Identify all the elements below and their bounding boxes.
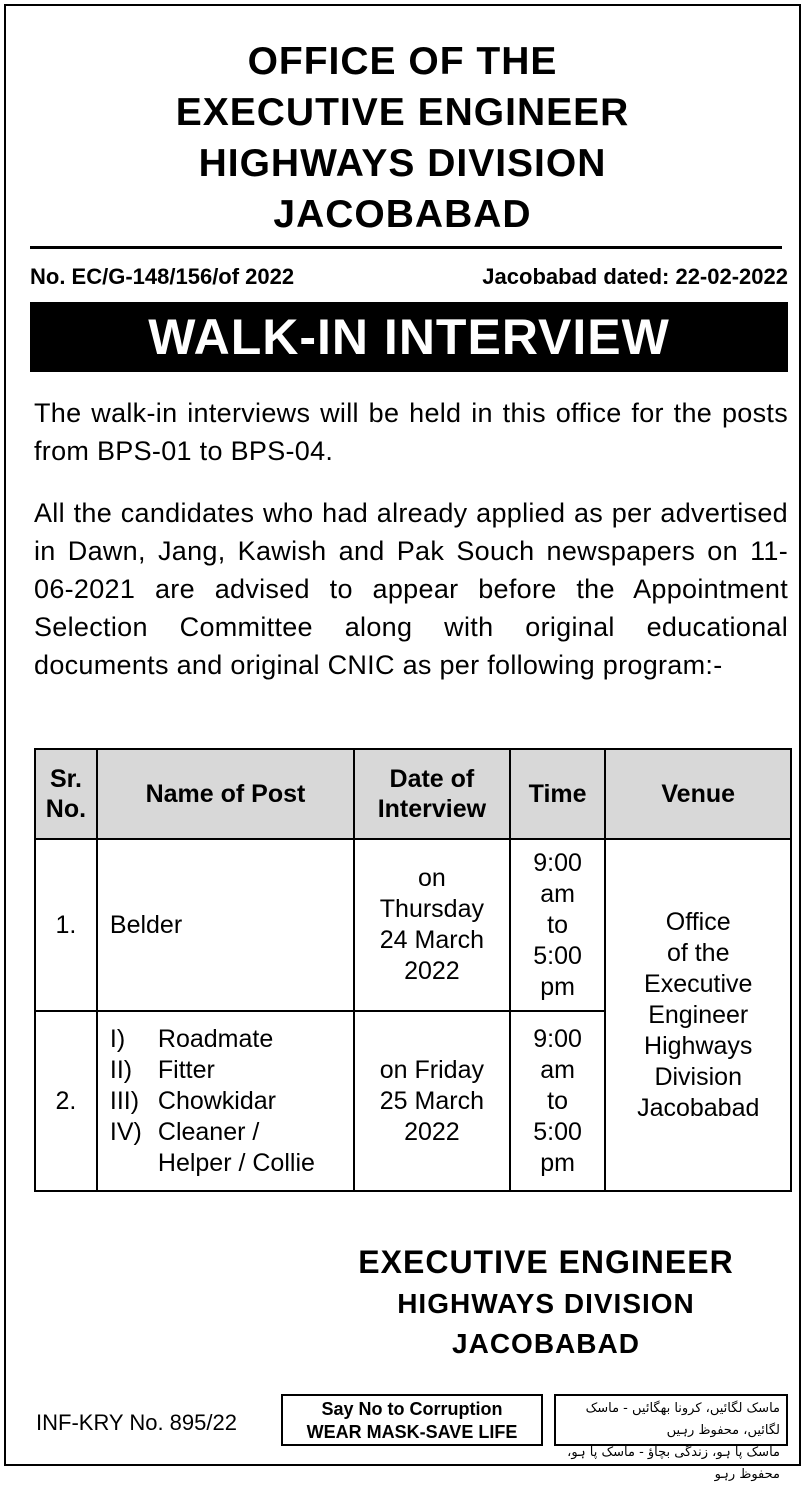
instructions-paragraph: All the candidates who had already applied as per advertised in Dawn, Jang, Kawish and Pak Souch newspapers on 11-06-2021 are advised to appear before the Appointment Selection Committee along with original educational documents and original CNIC as per following program:- xyxy=(34,498,788,680)
list-item: II) Fitter xyxy=(109,1055,215,1084)
urdu-slogan-2: ماسک پا ہو، زندگی بچاؤ - ماسک پا ہو، محفوظ رہو xyxy=(567,1445,780,1482)
office-header xyxy=(6,36,799,240)
reference-date: Jacobabad dated: 22-02-2022 xyxy=(482,264,788,289)
post-list xyxy=(110,1024,315,1179)
header-line-1: OFFICE OF THE xyxy=(247,40,558,83)
table-header-row xyxy=(35,749,791,839)
urdu-slogan-box xyxy=(554,1394,788,1482)
interview-schedule-table xyxy=(34,748,792,1192)
header-date-of-interview: Date of Interview xyxy=(354,749,510,839)
signoff-city: JACOBABAD xyxy=(452,1328,640,1359)
header-sr-no: Sr. No. xyxy=(35,749,97,839)
list-item: Helper / Collie xyxy=(157,1148,315,1177)
row-2-date: on Friday 25 March 2022 xyxy=(354,1011,510,1191)
reference-line xyxy=(30,264,788,290)
footer-ref-number: INF-KRY No. 895/22 xyxy=(36,1410,237,1435)
row-1-date: on Thursday 24 March 2022 xyxy=(354,839,510,1011)
slogan-box xyxy=(281,1394,543,1446)
signoff-title: EXECUTIVE ENGINEER xyxy=(358,1244,734,1280)
row-2-posts xyxy=(97,1011,354,1191)
row-2-time: 9:00 am to 5:00 pm xyxy=(510,1011,606,1191)
row-1-post: Belder xyxy=(97,839,354,1011)
advertisement-page xyxy=(4,4,801,1482)
row-1-time: 9:00 am to 5:00 pm xyxy=(510,839,606,1011)
header-name-of-post: Name of Post xyxy=(97,749,354,839)
intro-paragraph: The walk-in interviews will be held in this office for the posts from BPS-01 to BPS-04. xyxy=(34,398,788,466)
reference-number: No. EC/G-148/156/of 2022 xyxy=(30,264,295,289)
list-item: I) Roadmate xyxy=(109,1024,274,1053)
table-row xyxy=(35,839,791,1011)
signoff-division: HIGHWAYS DIVISION xyxy=(397,1288,695,1319)
slogan-corruption: Say No to Corruption xyxy=(321,1399,503,1419)
row-1-sr: 1. xyxy=(35,839,97,1011)
slogan-mask: WEAR MASK-SAVE LIFE xyxy=(306,1422,518,1442)
row-2-sr: 2. xyxy=(35,1011,97,1191)
list-item: IV) Cleaner / xyxy=(109,1117,260,1146)
venue-cell: Office of the Executive Engineer Highways Division Jacobabad xyxy=(605,839,791,1191)
header-line-2: EXECUTIVE ENGINEER xyxy=(175,91,630,134)
walk-in-banner: WALK-IN INTERVIEW xyxy=(30,302,788,372)
signoff-block xyxy=(306,1240,786,1364)
list-item: III) Chowkidar xyxy=(109,1086,276,1115)
header-venue: Venue xyxy=(605,749,791,839)
header-divider xyxy=(30,246,782,249)
header-time: Time xyxy=(510,749,606,839)
header-line-4: JACOBABAD xyxy=(273,193,532,236)
urdu-slogan-1: ماسک لگائیں، کرونا بھگائیں - ماسک لگائیں، محفوظ رہیں xyxy=(585,1401,780,1438)
header-line-3: HIGHWAYS DIVISION xyxy=(198,142,607,185)
